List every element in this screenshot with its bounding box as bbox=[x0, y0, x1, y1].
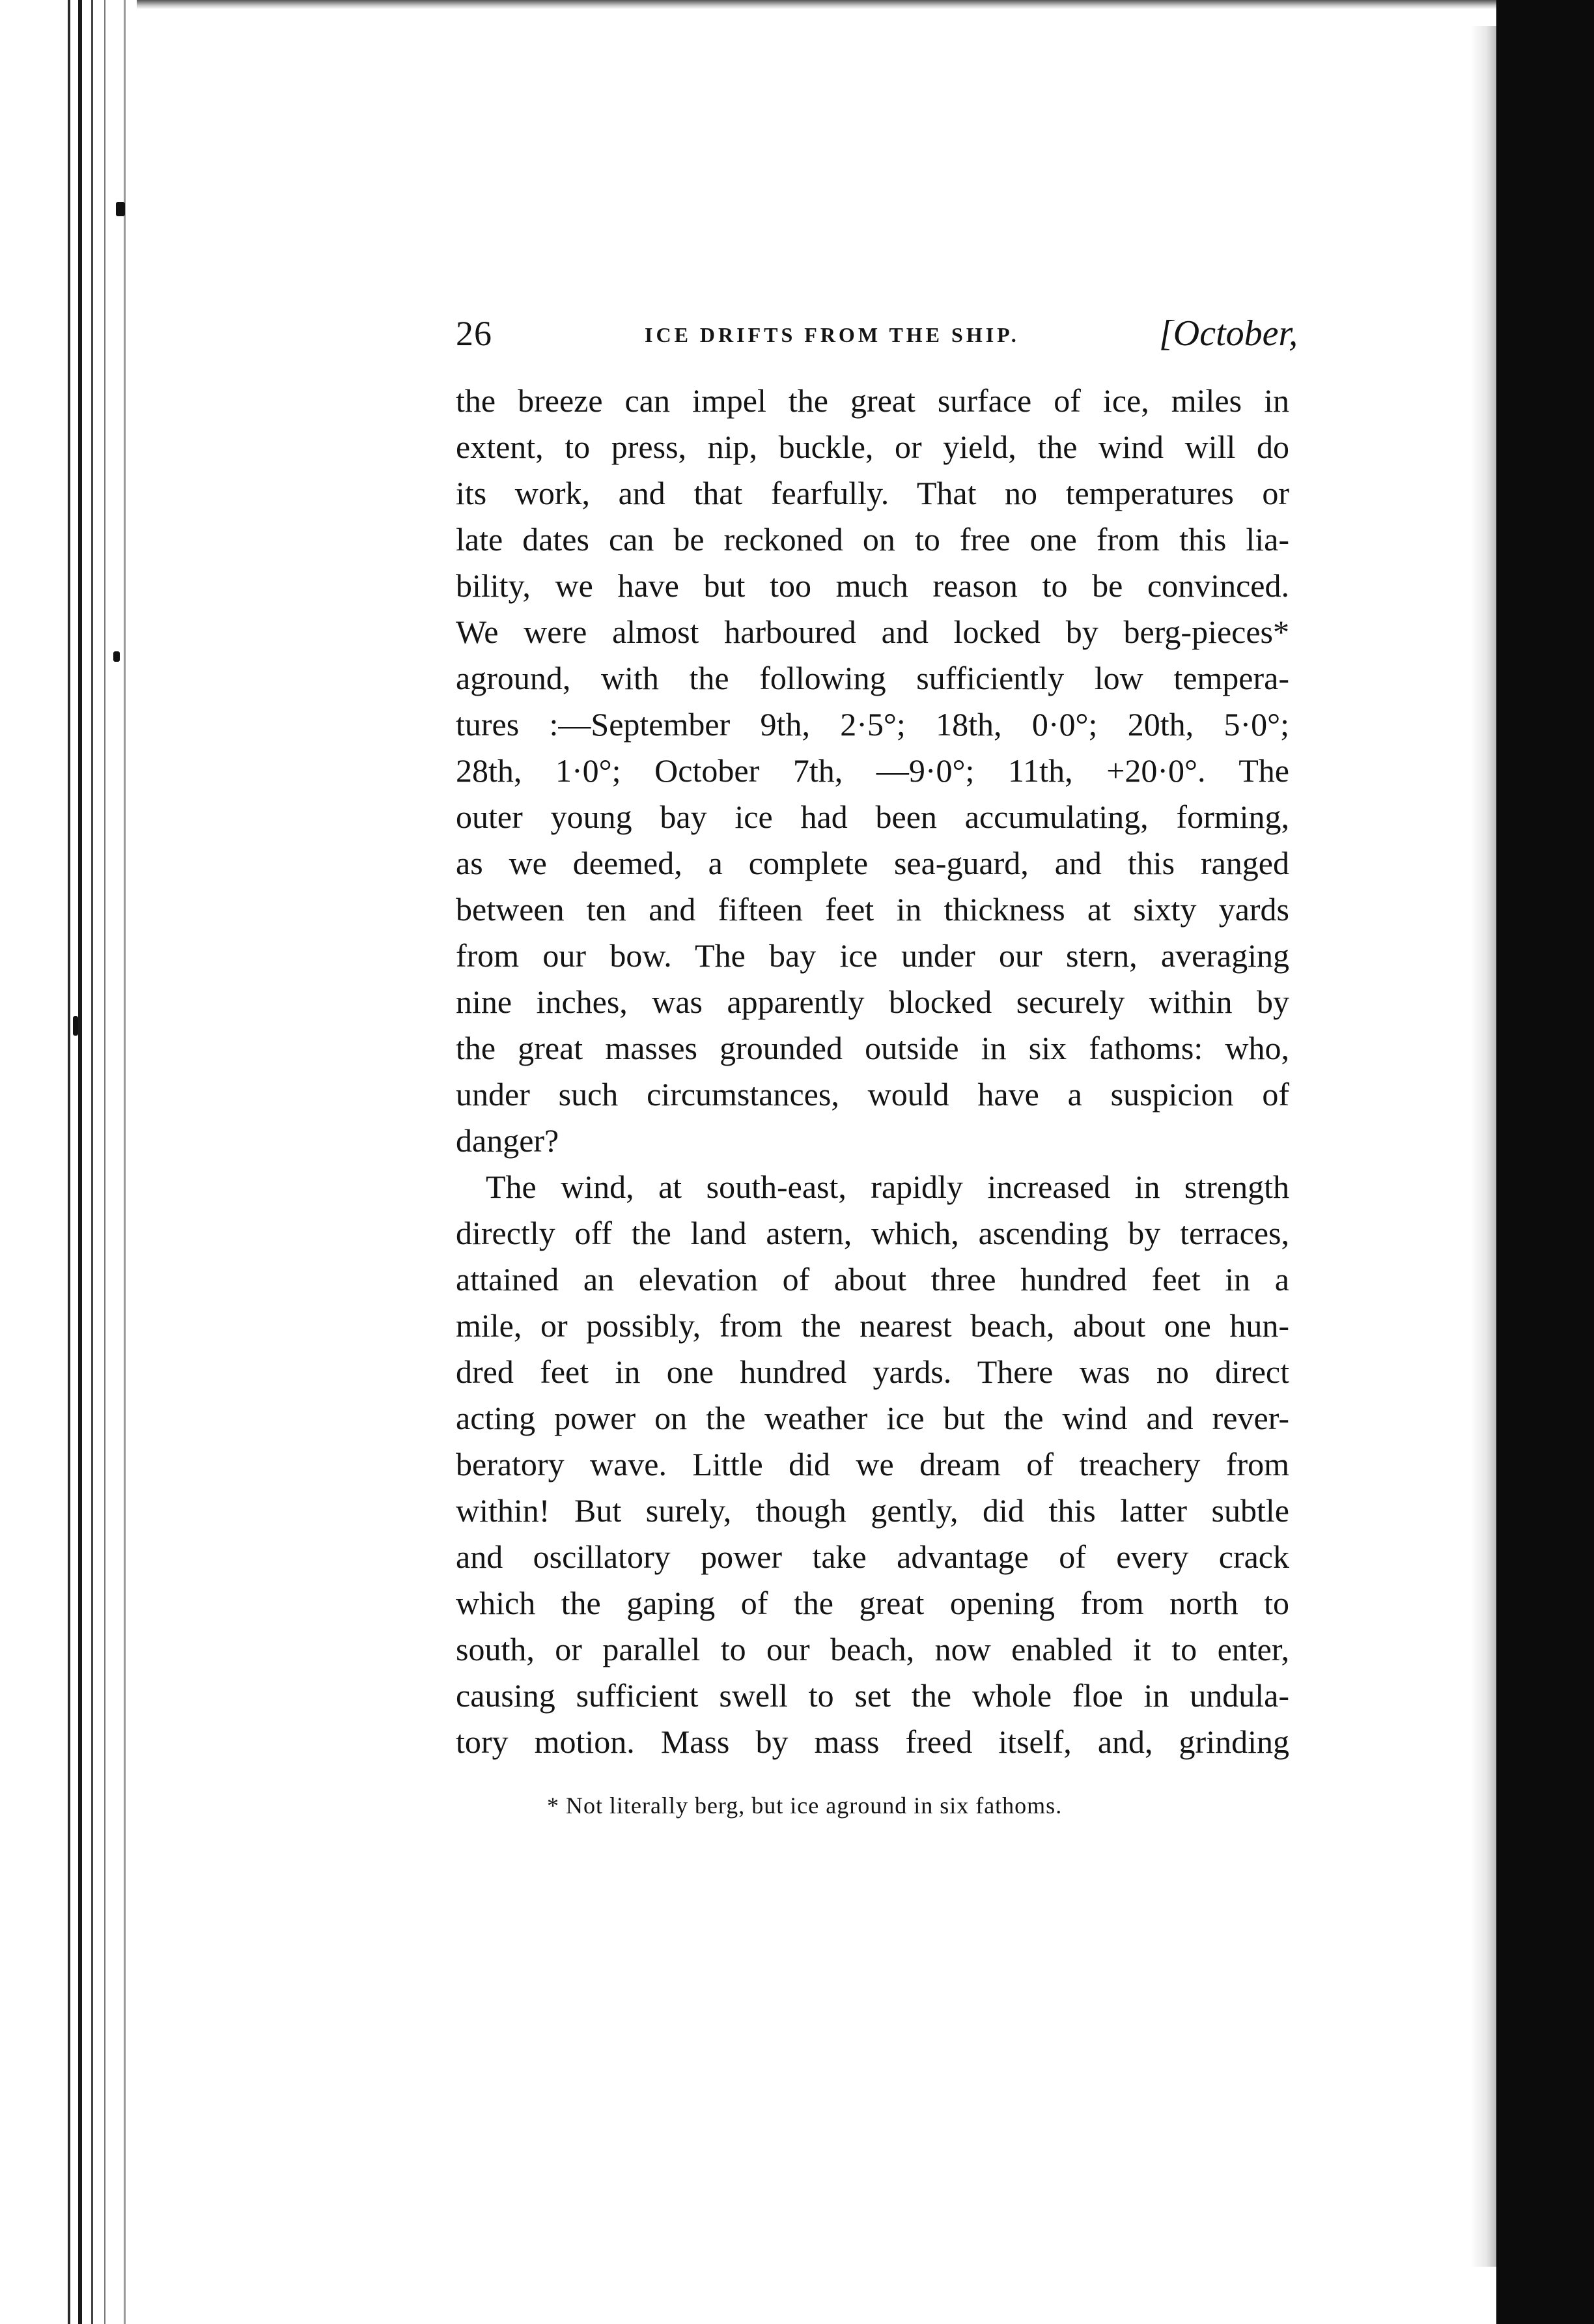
page-edge-line bbox=[78, 0, 82, 2324]
scan-right-border bbox=[1496, 0, 1594, 2324]
body-text bbox=[456, 378, 1289, 1765]
text-line: mile, or possibly, from the nearest beach, about one hun- bbox=[456, 1307, 1289, 1344]
scan-left-margin bbox=[0, 0, 137, 2324]
page-edge-line bbox=[91, 0, 93, 2324]
running-head-month: [October, bbox=[1159, 313, 1298, 354]
text-line: acting power on the weather ice but the wind and rever- bbox=[456, 1400, 1289, 1436]
text-line: late dates can be reckoned on to free one from this lia- bbox=[456, 521, 1289, 558]
text-line: The wind, at south-east, rapidly increased in strength bbox=[486, 1169, 1289, 1205]
text-line: the breeze can impel the great surface of ice, miles in bbox=[456, 382, 1289, 419]
text-line: under such circumstances, would have a suspicion of bbox=[456, 1076, 1289, 1112]
text-line: tory motion. Mass by mass freed itself, and, grinding bbox=[456, 1723, 1289, 1760]
text-line: within! But surely, though gently, did this latter subtle bbox=[456, 1492, 1289, 1529]
text-line: as we deemed, a complete sea-guard, and this ranged bbox=[456, 845, 1289, 881]
text-line: outer young bay ice had been accumulating, forming, bbox=[456, 799, 1289, 835]
text-line: and oscillatory power take advantage of every crack bbox=[456, 1538, 1289, 1575]
text-line: its work, and that fearfully. That no temperatures or bbox=[456, 475, 1289, 511]
text-line: from our bow. The bay ice under our stern, averaging bbox=[456, 937, 1289, 974]
text-line: attained an elevation of about three hundred feet in a bbox=[456, 1261, 1289, 1297]
text-line: dred feet in one hundred yards. There was no direct bbox=[456, 1353, 1289, 1390]
text-line: 28th, 1·0°; October 7th, —9·0°; 11th, +20·0°. The bbox=[456, 752, 1289, 789]
text-line: the great masses grounded outside in six fathoms: who, bbox=[456, 1030, 1289, 1066]
running-head bbox=[456, 307, 1302, 366]
text-line: nine inches, was apparently blocked securely within by bbox=[456, 984, 1289, 1020]
text-line: between ten and fifteen feet in thickness at sixty yards bbox=[456, 891, 1289, 928]
text-line: causing sufficient swell to set the whole floe in undula- bbox=[456, 1677, 1289, 1714]
text-line: aground, with the following sufficiently low tempera- bbox=[456, 660, 1289, 696]
text-line: directly off the land astern, which, ascending by terraces, bbox=[456, 1215, 1289, 1251]
text-line: tures :—September 9th, 2·5°; 18th, 0·0°; 20th, 5·0°; bbox=[456, 706, 1289, 743]
text-line: extent, to press, nip, buckle, or yield, the wind will do bbox=[456, 429, 1289, 465]
page-number: 26 bbox=[456, 314, 492, 353]
scan-speck bbox=[73, 1016, 78, 1036]
footnote: * Not literally berg, but ice aground in six fathoms. bbox=[547, 1793, 1063, 1819]
scan-speck bbox=[113, 651, 120, 662]
page-edge-line bbox=[104, 0, 105, 2324]
text-line: bility, we have but too much reason to be convinced. bbox=[456, 567, 1289, 604]
text-line: danger? bbox=[456, 1122, 559, 1159]
running-head-title: ICE DRIFTS FROM THE SHIP. bbox=[645, 323, 1020, 347]
scan-top-edge bbox=[137, 0, 1496, 9]
text-line: south, or parallel to our beach, now enabled it to enter, bbox=[456, 1631, 1289, 1667]
text-line: which the gaping of the great opening from north to bbox=[456, 1585, 1289, 1621]
scan-speck bbox=[116, 202, 125, 216]
text-line: beratory wave. Little did we dream of treachery from bbox=[456, 1446, 1289, 1482]
page-edge-line bbox=[124, 0, 126, 2324]
text-line: We were almost harboured and locked by berg-pieces* bbox=[456, 614, 1289, 650]
page-curl-shadow bbox=[1470, 26, 1496, 2267]
page-edge-line bbox=[68, 0, 70, 2324]
